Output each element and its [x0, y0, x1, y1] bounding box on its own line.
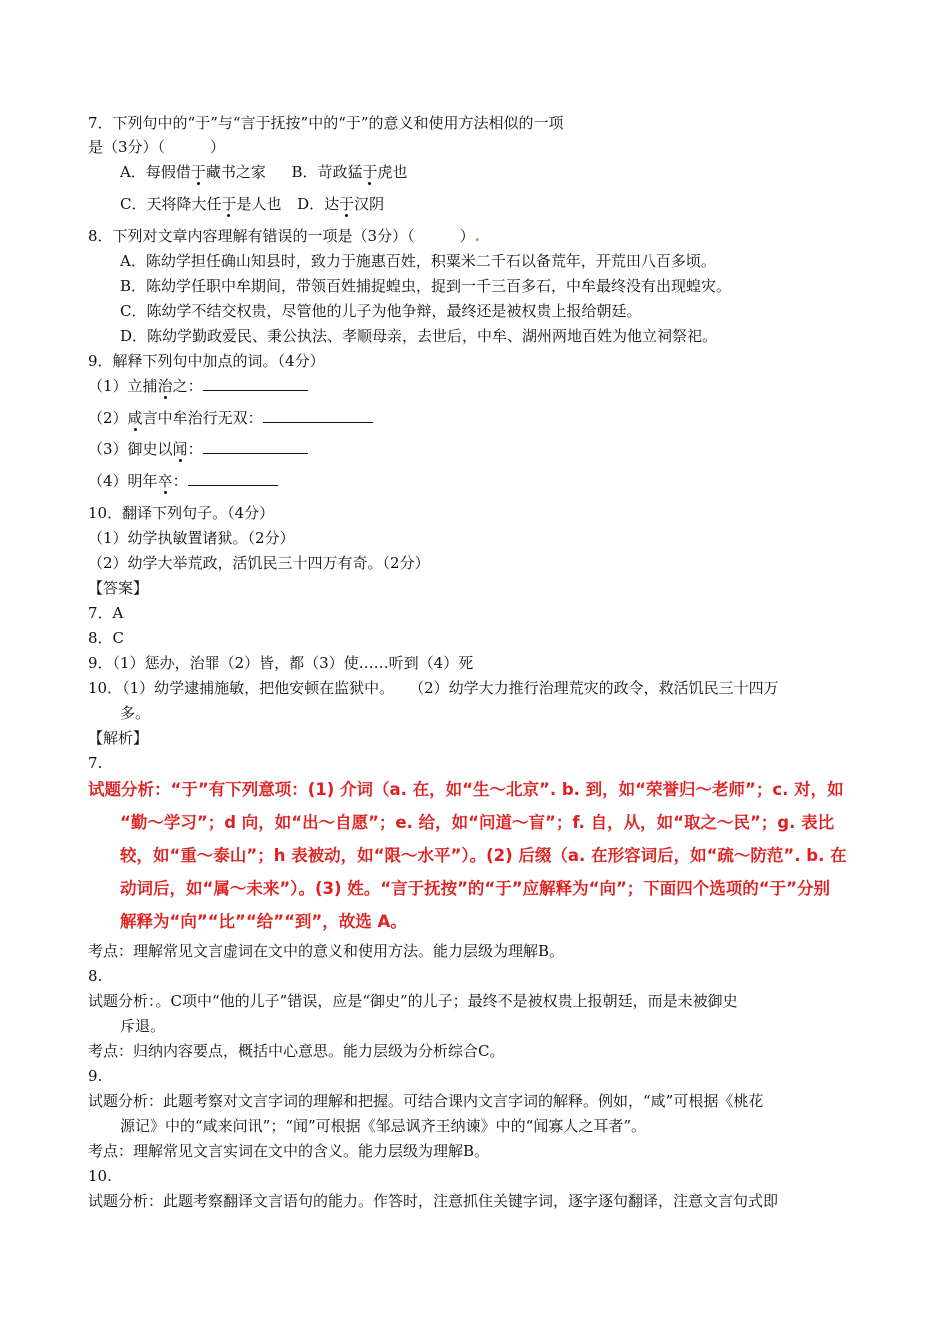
analysis-num-9: 9.: [88, 1067, 103, 1085]
emphasis-dot-char: 咸: [127, 409, 143, 427]
analysis-7-red-line: 动词后，如“属～未来”）。(3) 姓。“言于抚按”的“于”应解释为“向”；下面四个选项的“于”分别: [120, 879, 830, 898]
analysis-7-red-line: 解释为“向”“比”“给”“到”，故选 A。: [120, 912, 407, 931]
analysis-9-kaodian: 考点：理解常见文言实词在文中的含义。能力层级为理解B。: [88, 1142, 490, 1160]
q9-item-2: （2）咸言中牟治行无双：: [88, 407, 373, 429]
q9-item-1: （1）立捕治之：: [88, 375, 308, 397]
analysis-num-10: 10.: [88, 1167, 112, 1185]
answer-10-cont: 多。: [120, 704, 151, 722]
answer-9: 9．（1）惩办，治罪（2）皆，都（3）使……听到（4）死: [88, 654, 474, 672]
answer-blank[interactable]: [263, 408, 373, 423]
q9-item-3: （3）御史以闻：: [88, 438, 308, 460]
q10-sentence-1: （1）幼学执敏置诸狱。（2分）: [88, 529, 295, 547]
q8-stem: 8．下列对文章内容理解有错误的一项是（3分）（ ）.: [88, 227, 480, 245]
q8-option-a: A．陈幼学担任确山知县时，致力于施惠百姓，积粟米二千石以备荒年，开荒田八百多顷。: [120, 252, 716, 270]
emphasis-dot-char: 于: [190, 163, 206, 181]
analysis-7-red-line: 试题分析：“于”有下列意项：(1) 介词（a. 在，如“生～北京”. b. 到，如“荣誉归～老师”；c. 对，如: [88, 780, 844, 799]
emphasis-dot-char: 于: [339, 195, 355, 213]
q10-sentence-2: （2）幼学大举荒政，活饥民三十四万有奇。（2分）: [88, 554, 430, 572]
analysis-8-text: 试题分析：。C项中“他的儿子”错误，应是“御史”的儿子；最终不是被权贵上报朝廷，而是未被御史: [88, 992, 738, 1010]
q7-stem-cont: 是（3分）（ ）: [88, 138, 226, 156]
answer-blank[interactable]: [188, 471, 278, 486]
q8-option-d: D．陈幼学勤政爱民、秉公执法、孝顺母亲，去世后，中牟、湖州两地百姓为他立祠祭祀。: [120, 327, 718, 345]
emphasis-dot-char: 于: [221, 195, 237, 213]
analysis-9-text-cont: 源记》中的“咸来问讯”；“闻”可根据《邹忌讽齐王纳谏》中的“闻寡人之耳者”。: [120, 1117, 647, 1135]
q7-options-ab: A．每假借于藏书之家 B．苛政猛于虎也: [120, 163, 408, 181]
analysis-8-kaodian: 考点：归纳内容要点，概括中心意思。能力层级为分析综合C。: [88, 1042, 505, 1060]
emphasis-dot-char: 于: [362, 163, 378, 181]
q8-option-b: B．陈幼学任职中牟期间，带领百姓捕捉蝗虫，捉到一千三百多石，中牟最终没有出现蝗灾。: [120, 277, 732, 295]
answer-10: 10．（1）幼学逮捕施敏，把他安顿在监狱中。 （2）幼学大力推行治理荒灾的政令，救活饥民三十四万: [88, 679, 779, 697]
analysis-10-text: 试题分析：此题考察翻译文言语句的能力。作答时，注意抓住关键字词，逐字逐句翻译，注意文言句式即: [88, 1192, 779, 1210]
green-mark: .: [474, 227, 480, 245]
answer-8: 8．C: [88, 629, 125, 647]
q9-item-4: （4）明年卒：: [88, 470, 278, 492]
answer-7: 7．A: [88, 604, 124, 622]
analysis-9-text: 试题分析：此题考察对文言字词的理解和把握。可结合课内文言字词的解释。例如，“咸”可根据《桃花: [88, 1092, 764, 1110]
analysis-7-kaodian: 考点：理解常见文言虚词在文中的意义和使用方法。能力层级为理解B。: [88, 942, 565, 960]
q7-stem: 7．下列句中的“于”与“言于抚按”中的“于”的意义和使用方法相似的一项: [88, 114, 564, 132]
emphasis-dot-char: 治: [157, 377, 173, 395]
q10-stem: 10．翻译下列句子。（4分）: [88, 504, 275, 522]
analysis-header: 【解析】: [88, 729, 149, 747]
emphasis-dot-char: 闻: [172, 440, 188, 458]
answer-header: 【答案】: [88, 579, 149, 597]
q7-options-cd: C．天将降大任于是人也 D．达于汉阴: [120, 195, 385, 213]
q9-stem: 9．解释下列句中加点的词。（4分）: [88, 352, 325, 370]
analysis-7-red-line: “勤～学习”；d 向，如“出～自愿”；e. 给，如“问道～盲”；f. 自，从，如“取之～民”；g. 表比: [120, 813, 835, 832]
answer-blank[interactable]: [203, 376, 308, 391]
analysis-8-text-cont: 斥退。: [120, 1017, 166, 1035]
emphasis-dot-char: 卒: [157, 472, 173, 490]
analysis-num-8: 8.: [88, 967, 103, 985]
analysis-7-red-line: 较，如“重～泰山”；h 表被动，如“限～水平”）。(2) 后缀（a. 在形容词后，如“疏～防范”. b. 在: [120, 846, 847, 865]
answer-blank[interactable]: [203, 439, 308, 454]
analysis-num-7: 7.: [88, 754, 103, 772]
q8-option-c: C．陈幼学不结交权贵，尽管他的儿子为他争辩，最终还是被权贵上报给朝廷。: [120, 302, 642, 320]
